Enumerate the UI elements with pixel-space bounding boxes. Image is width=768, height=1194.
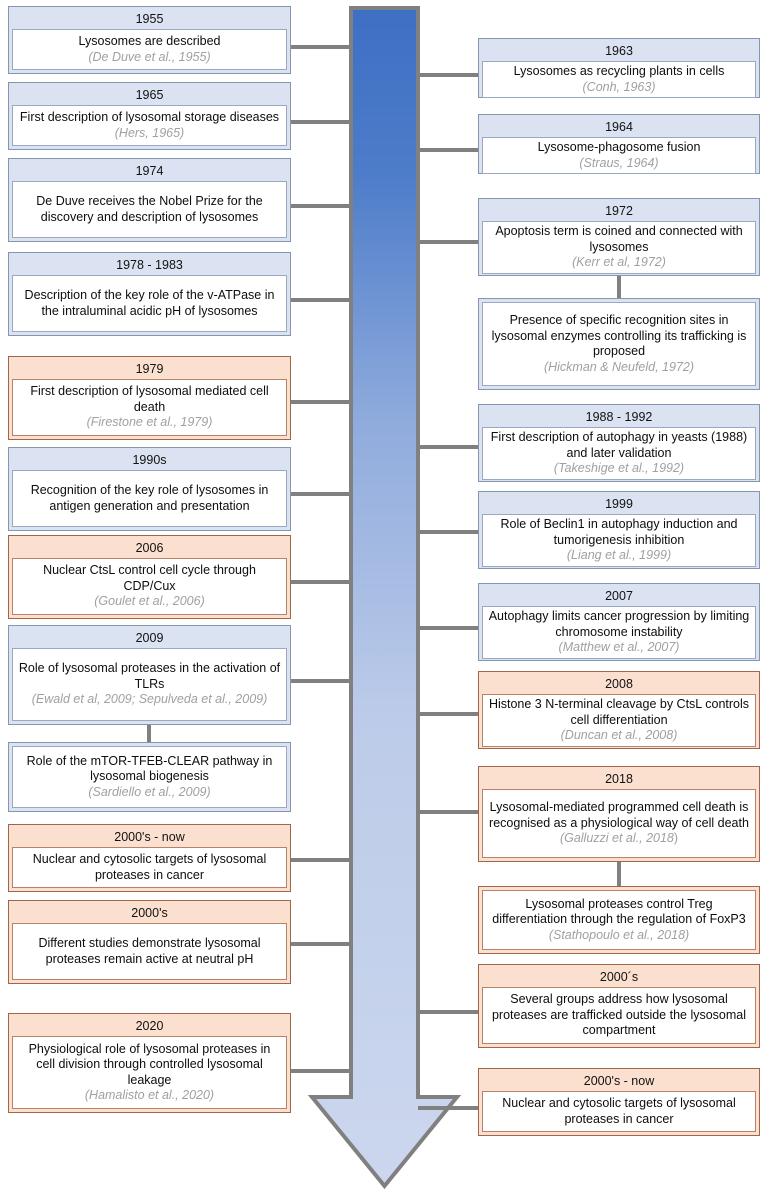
event-description: Recognition of the key role of lysosomes in antigen generation and presentation [30, 483, 269, 513]
event-body-panel [12, 470, 287, 527]
event-year-label: 1963 [605, 44, 633, 58]
connector-right-2007 [418, 626, 478, 630]
event-box-left-1979 [8, 356, 291, 440]
event-citation-text: (Galluzzi et al., 2018 [559, 831, 674, 846]
connector-right-2000s-acute [418, 1010, 478, 1014]
event-box-right-hickman [478, 298, 760, 390]
event-citation [88, 50, 210, 66]
event-citation-text: (Matthew et al., 2007) [558, 640, 680, 654]
connector-right-1963 [418, 73, 478, 77]
event-body-panel [482, 427, 756, 480]
event-body-panel [12, 29, 287, 70]
event-citation-text: (Ewald et al, 2009; Sepulveda et al., 2009) [31, 692, 268, 707]
event-year-label: 1978 - 1983 [116, 258, 183, 272]
event-body-panel [482, 890, 756, 950]
event-box-right-2000s-acute [478, 964, 760, 1048]
event-description: First description of lysosomal mediated cell death [30, 384, 269, 414]
connector-right-1972-to-hickman [617, 276, 621, 299]
event-year-label: 2007 [605, 589, 633, 603]
connector-left-2000s [291, 942, 351, 946]
event-description: Role of the mTOR-TFEB-CLEAR pathway in lysosomal biogenesis [26, 753, 273, 784]
connector-left-2000s-now [291, 858, 351, 862]
event-description: Autophagy limits cancer progression by limiting chromosome instability [488, 609, 750, 639]
event-description: Physiological role of lysosomal proteases in cell division through controlled lysosomal leakage [28, 1041, 271, 1087]
event-body-panel [12, 105, 287, 146]
event-body-panel [482, 694, 756, 747]
event-body-panel [12, 847, 287, 888]
event-box-left-1978-1983 [8, 252, 291, 336]
event-body-panel [482, 789, 756, 858]
event-box-left-2006 [8, 535, 291, 619]
event-citation [544, 360, 694, 376]
event-citation [559, 640, 680, 656]
connector-left-1955 [291, 45, 351, 49]
event-box-right-1999 [478, 491, 760, 569]
event-description: Nuclear and cytosolic targets of lysosomal proteases in cancer [502, 1096, 736, 1126]
connector-right-2018-to-stathopoulo [617, 862, 621, 887]
connector-left-1979 [291, 400, 351, 404]
event-citation [94, 594, 204, 610]
event-year-label: 1955 [135, 12, 164, 26]
connector-left-2020 [291, 1069, 351, 1073]
event-citation [583, 80, 656, 96]
event-citation-inline: (Hers, 1965) [114, 125, 185, 140]
event-box-left-1965 [8, 82, 291, 150]
event-citation [567, 548, 671, 564]
event-description: Several groups address how lysosomal proteases are trafficked outside the lysosomal compartment [491, 992, 747, 1038]
event-citation [554, 461, 684, 477]
event-description: Role of lysosomal proteases in the activation of TLRs [18, 661, 281, 691]
event-body-panel [12, 181, 287, 238]
event-box-right-2008 [478, 671, 760, 749]
event-box-left-2000s [8, 900, 291, 984]
event-body-panel [12, 1036, 287, 1109]
connector-left-2009-to-mtor [147, 725, 151, 743]
event-description: First description of lysosomal storage diseases (Hers, 1965) [19, 110, 280, 140]
event-description: First description of autophagy in yeasts (1988) and later validation [490, 430, 748, 460]
event-year-label: 2000's - now [583, 1074, 655, 1088]
event-year-label: 1999 [605, 497, 633, 511]
connector-right-1964 [418, 148, 478, 152]
event-body-panel [482, 1091, 756, 1132]
event-year-label: 1964 [605, 120, 633, 134]
event-description: Lysosome-phagosome fusion [537, 140, 701, 154]
event-box-left-2020 [8, 1013, 291, 1113]
event-citation-text: (Kerr et al, 1972) [572, 255, 666, 269]
event-body-panel [482, 514, 756, 567]
event-year-label: 2018 [605, 772, 633, 786]
event-body-panel [482, 987, 756, 1044]
event-citation-text: (De Duve et al., 1955) [88, 49, 211, 64]
event-citation-tail: ) [673, 831, 679, 846]
event-description: Apoptosis term is coined and connected with lysosomes [495, 224, 743, 254]
event-year-label: 1965 [135, 88, 164, 102]
connector-left-1990s [291, 492, 351, 496]
event-citation-text: (Hamalisto et al., 2020) [84, 1088, 215, 1102]
event-body-panel [12, 379, 287, 436]
event-body-panel [12, 923, 287, 980]
event-citation-text: (Liang et al., 1999) [566, 548, 672, 562]
event-citation-inline: (Stathopoulo et al., 2018) [548, 927, 690, 942]
event-box-left-1990s [8, 447, 291, 531]
event-box-right-1988-1992 [478, 404, 760, 482]
event-box-right-2018 [478, 766, 760, 862]
event-body-panel [482, 61, 756, 98]
event-box-left-2009 [8, 625, 291, 725]
event-year-label: 1979 [135, 362, 164, 376]
event-box-left-1974 [8, 158, 291, 242]
connector-left-2009 [291, 679, 351, 683]
event-citation [85, 1088, 214, 1104]
connector-right-1988 [418, 445, 478, 449]
event-citation-text: (Conh, 1963) [582, 79, 656, 94]
event-citation [87, 415, 213, 431]
event-body-panel [482, 302, 756, 386]
connector-right-1972 [418, 240, 478, 244]
connector-right-1999 [418, 530, 478, 534]
event-box-right-2000s-now [478, 1068, 760, 1136]
event-box-right-1972 [478, 198, 760, 276]
connector-left-2006 [291, 580, 351, 584]
event-body-panel [482, 137, 756, 174]
event-body-panel [12, 746, 287, 808]
event-description: Role of Beclin1 in autophagy induction and tumorigenesis inhibition [500, 517, 738, 547]
event-citation [88, 785, 210, 801]
event-year-label: 2009 [135, 631, 164, 645]
event-body-panel [12, 648, 287, 721]
event-citation [32, 692, 268, 708]
event-citation-text: (Goulet et al., 2006) [94, 594, 205, 609]
event-year-label: 1990s [132, 453, 167, 467]
event-description: Nuclear CtsL control cell cycle through CDP/Cux [43, 563, 256, 593]
event-year-label: 1988 - 1992 [585, 410, 653, 424]
event-box-left-mtor [8, 742, 291, 812]
event-box-right-2007 [478, 583, 760, 661]
event-box-left-2000s-now [8, 824, 291, 892]
event-year-label: 1972 [605, 204, 633, 218]
event-body-panel [12, 558, 287, 615]
event-year-label: 2000's - now [114, 830, 185, 844]
connector-left-1965 [291, 120, 351, 124]
event-box-left-1955 [8, 6, 291, 74]
event-box-right-1963 [478, 38, 760, 98]
connector-left-1974 [291, 204, 351, 208]
connector-left-1978 [291, 298, 351, 302]
event-description: Different studies demonstrate lysosomal proteases remain active at neutral pH [38, 936, 261, 966]
event-year-label: 1974 [135, 164, 164, 178]
event-year-label: 2008 [605, 677, 633, 691]
event-body-panel [12, 275, 287, 332]
event-description: Lysosomal-mediated programmed cell death is recognised as a physiological way of cell death [489, 800, 749, 830]
event-description: Lysosomes are described [78, 34, 221, 48]
event-description: Histone 3 N-terminal cleavage by CtsL controls cell differentiation [488, 697, 750, 727]
event-body-panel [482, 606, 756, 659]
event-citation-text: (Straus, 1964) [579, 155, 659, 170]
event-body-panel [482, 221, 756, 274]
event-citation-text: (Firestone et al., 1979) [86, 415, 213, 430]
event-year-label: 2000's [131, 906, 168, 920]
event-description: Presence of specific recognition sites in lysosomal enzymes controlling its trafficking is proposed [491, 313, 747, 358]
event-citation-text: (Sardiello et al., 2009) [88, 784, 211, 799]
connector-right-2018 [418, 810, 478, 814]
event-citation [561, 728, 678, 744]
event-year-label: 2006 [135, 541, 164, 555]
event-citation [579, 156, 658, 172]
event-description: Lysosomes as recycling plants in cells [513, 64, 725, 78]
connector-right-2008 [418, 712, 478, 716]
event-description: Description of the key role of the v-ATPase in the intraluminal acidic pH of lysosomes [24, 288, 275, 318]
event-description: Lysosomal proteases control Treg differentiation through the regulation of FoxP3 (Stathopoulo et al., 2018) [492, 896, 746, 942]
connector-right-2000s-now [418, 1106, 478, 1110]
event-description: Nuclear and cytosolic targets of lysosomal proteases in cancer [32, 852, 267, 882]
event-year-label: 2000´s [599, 970, 639, 984]
event-box-right-1964 [478, 114, 760, 174]
event-citation-text: (Hickman & Neufeld, 1972) [543, 359, 695, 374]
event-citation-text: (Duncan et al., 2008) [560, 728, 678, 742]
event-citation [572, 255, 666, 271]
event-year-label: 2020 [135, 1019, 164, 1033]
event-citation-text: (Takeshige et al., 1992) [553, 461, 685, 475]
event-box-right-stathopoulo [478, 886, 760, 954]
event-description: De Duve receives the Nobel Prize for the discovery and description of lysosomes [36, 194, 263, 224]
event-citation [560, 831, 678, 847]
